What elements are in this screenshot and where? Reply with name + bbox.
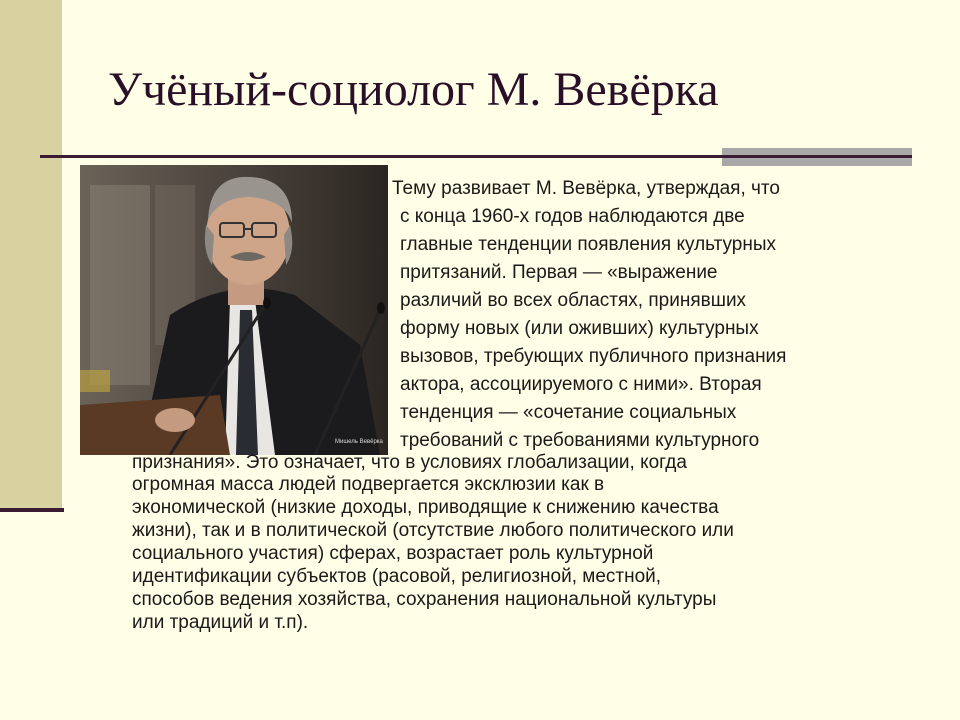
text-line: или традиций и т.п). bbox=[132, 612, 309, 633]
text-line: тенденция — «сочетание социальных bbox=[400, 402, 737, 423]
text-line: форму новых (или оживших) культурных bbox=[400, 318, 759, 339]
text-line: Тему развивает М. Вевёрка, утверждая, что bbox=[392, 178, 780, 199]
text-line: идентификации субъектов (расовой, религиозной, местной, bbox=[132, 566, 662, 587]
text-line: главные тенденции появления культурных bbox=[400, 234, 776, 255]
text-line: способов ведения хозяйства, сохранения национальной культуры bbox=[132, 589, 717, 610]
text-line: огромная масса людей подвергается эксклюзии как в bbox=[132, 474, 605, 495]
text-line: притязаний. Первая — «выражение bbox=[400, 262, 718, 283]
text-line: требований с требованиями культурного bbox=[400, 430, 760, 451]
text-line: актора, ассоциируемого с ними». Вторая bbox=[400, 374, 762, 395]
photo-caption: Мишель Вевёрка bbox=[335, 439, 383, 445]
slide-title: Учёный-социолог М. Вевёрка bbox=[108, 63, 719, 116]
text-line: признания». Это означает, что в условиях глобализации, когда bbox=[132, 452, 687, 473]
text-line: с конца 1960-х годов наблюдаются две bbox=[400, 206, 745, 227]
text-line: вызовов, требующих публичного признания bbox=[400, 346, 787, 367]
text-line: социального участия) сферах, возрастает роль культурной bbox=[132, 543, 654, 564]
text-line: различий во всех областях, принявших bbox=[400, 290, 747, 311]
text-line: экономической (низкие доходы, приводящие к снижению качества bbox=[132, 497, 719, 518]
text-line: жизни), так и в политической (отсутствие любого политического или bbox=[132, 520, 734, 541]
